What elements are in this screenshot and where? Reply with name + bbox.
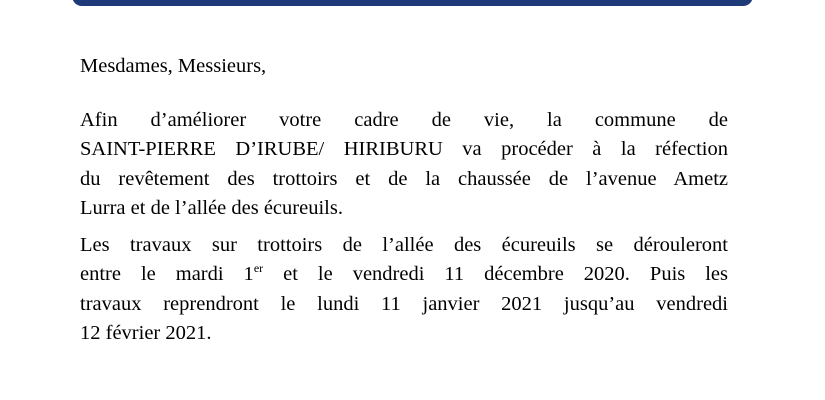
paragraph-works-schedule xyxy=(80,231,728,349)
date-text-before: entre le mardi 1 xyxy=(80,263,254,285)
paragraph-line: travaux reprendront le lundi 11 janvier 2021 jusqu’au vendredi xyxy=(80,292,728,315)
header-bar xyxy=(72,0,753,6)
paragraph-line: du revêtement des trottoirs et de la chaussée de l’avenue Ametz xyxy=(80,167,728,190)
paragraph-line: Les travaux sur trottoirs de l’allée des écureuils se dérouleront xyxy=(80,233,728,256)
ordinal-superscript: er xyxy=(253,261,264,276)
paragraph-line: Lurra et de l’allée des écureuils. xyxy=(80,197,343,219)
date-text-after: et le vendredi 11 décembre 2020. Puis les xyxy=(263,263,728,285)
paragraph-works-announcement xyxy=(80,106,728,224)
salutation: Mesdames, Messieurs, xyxy=(80,55,267,77)
paragraph-line: Afin d’améliorer votre cadre de vie, la commune de xyxy=(80,108,728,131)
letter-body xyxy=(80,52,728,356)
paragraph-line: 12 février 2021. xyxy=(80,322,212,344)
paragraph-line xyxy=(80,260,728,290)
paragraph-line: SAINT-PIERRE D’IRUBE/ HIRIBURU va procéder à la réfection xyxy=(80,138,728,160)
